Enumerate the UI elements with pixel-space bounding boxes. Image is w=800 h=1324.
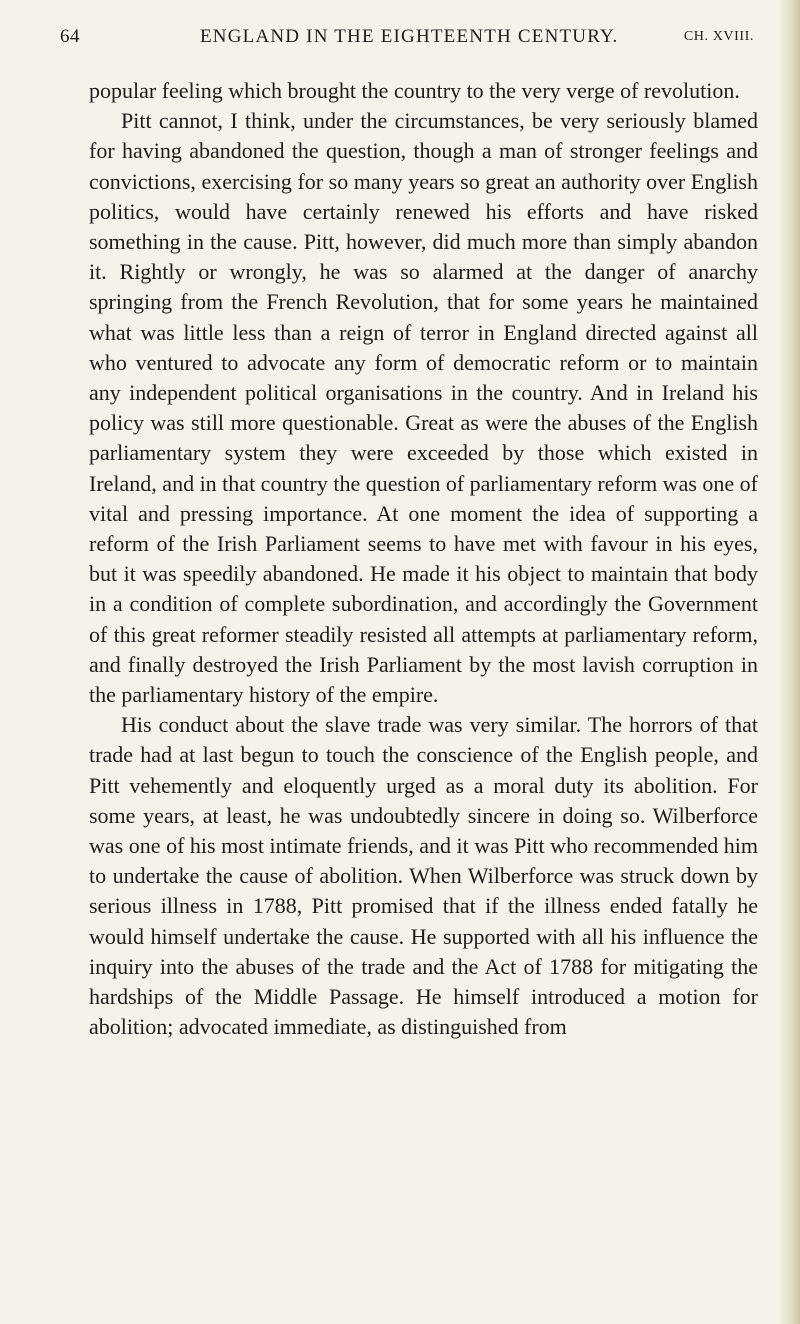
chapter-label: CH. XVIII. bbox=[683, 29, 754, 44]
body-text bbox=[89, 76, 758, 1043]
page-number: 64 bbox=[60, 26, 80, 47]
running-title: ENGLAND IN THE EIGHTEENTH CENTURY. bbox=[200, 26, 619, 47]
page-edge-shadow bbox=[778, 0, 800, 1324]
page-header bbox=[60, 26, 754, 54]
paragraph-continuation: popular feeling which brought the country to the very verge of revolution. bbox=[89, 78, 740, 103]
paragraph-slave-trade: His conduct about the slave trade was very similar. The horrors of that trade had at last begun to touch the conscience of the English people, and Pitt vehemently and eloquently urged as a moral duty its abolition. For some years, at least, he was undoubtedly sincere in doing so. Wilberforce was one of his most intimate friends, and it was Pitt who recommended him to undertake the cause of abolition. When Wilberforce was struck down by serious illness in 1788, Pitt promised that if the illness ended fatally he would himself undertake the cause. He supported with all his influence the inquiry into the abuses of the trade and the Act of 1788 for mitigating the hardships of the Middle Passage. He himself introduced a motion for abolition; advocated immediate, as distinguished from bbox=[89, 712, 758, 1040]
paragraph-pitt-reform: Pitt cannot, I think, under the circumstances, be very seriously blamed for having abandoned the question, though a man of stronger feelings and convictions, exercising for so many years so great an authority over English politics, would have certainly renewed his efforts and have risked something in the cause. Pitt, however, did much more than simply abandon it. Rightly or wrongly, he was so alarmed at the danger of anarchy springing from the French Revolution, that for some years he maintained what was little less than a reign of terror in England directed against all who ventured to advocate any form of democratic reform or to maintain any independent political organisations in the country. And in Ireland his policy was still more questionable. Great as were the abuses of the English parliamentary system they were exceeded by those which existed in Ireland, and in that country the question of parliamentary reform was one of vital and pressing importance. At one moment the idea of supporting a reform of the Irish Parliament seems to have met with favour in his eyes, but it was speedily abandoned. He made it his object to maintain that body in a condition of complete subordination, and accordingly the Government of this great reformer steadily resisted all attempts at parliamentary reform, and finally destroyed the Irish Parliament by the most lavish corruption in the parliamentary history of the empire. bbox=[89, 108, 758, 708]
